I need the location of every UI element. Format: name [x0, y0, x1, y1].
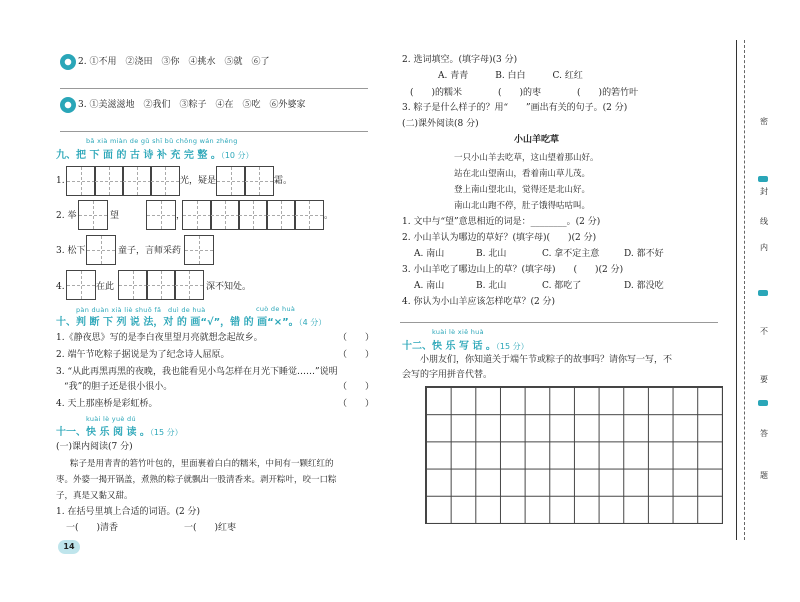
reading-q1: 1. 在括号里填上合适的词语。(2 分) — [56, 507, 201, 517]
outside-q3: 3. 小山羊吃了哪边山上的草？(填字母) ( )(2 分) — [402, 265, 624, 275]
poem-line-2: 站在北山望南山，看着南山草儿茂。 — [454, 169, 591, 179]
outside-q4: 4. 你认为小山羊应该怎样吃草？(2 分) — [402, 297, 556, 307]
poem-4-end: 深不知处。 — [206, 282, 252, 292]
poem-1-number: 1. — [56, 176, 65, 186]
poem-line-4: 南山北山跑不停，肚子饿得咕咕叫。 — [454, 201, 591, 211]
sub-section-1: (一)课内阅读(7 分) — [56, 442, 133, 452]
answer-paren[interactable]: （ ） — [338, 350, 375, 360]
poem-2-start: 2. 举 — [56, 211, 77, 221]
judge-item-4: 4. 天上那座桥是彩虹桥。 — [56, 399, 158, 409]
poem-line-3: 登上南山望北山，觉得还是北山好。 — [454, 185, 591, 195]
choice-fill[interactable]: ( )的糯米 ( )的枣 ( )的箬竹叶 — [410, 88, 639, 98]
reorder-q3: 3. ①美滋滋地 ②我们 ③粽子 ④在 ⑤吃 ⑥外婆家 — [78, 100, 306, 110]
q2-option-d[interactable]: D. 都不好 — [624, 249, 664, 259]
seal-char: 内 — [760, 243, 768, 252]
writing-prompt-1: 小朋友们，你知道关于端午节或粽子的故事吗？请你写一写，不 — [420, 355, 673, 365]
poem-1-end: 霜。 — [274, 176, 293, 186]
answer-line — [60, 131, 368, 132]
q2-option-b[interactable]: B. 北山 — [476, 249, 507, 259]
judge-item-1: 1.《静夜思》写的是李白夜里望月亮就想念起故乡。 — [56, 333, 263, 343]
poem-4-mid: 在此 — [96, 282, 115, 292]
sec11-pinyin: kuài lè yuè dú — [86, 415, 136, 423]
answer-paren[interactable]: （ ） — [338, 333, 375, 343]
sec10-pinyin: pàn duàn xià liè shuō fǎ duì de huà — [76, 306, 206, 314]
q2-option-a[interactable]: A. 南山 — [414, 249, 445, 259]
answer-line — [400, 322, 718, 323]
outside-q2: 2. 小山羊认为哪边的草好？(填字母)( )(2 分) — [402, 233, 597, 243]
choice-q2: 2. 选词填空。(填字母)(3 分) — [402, 55, 518, 65]
judge-item-2: 2. 端午节吃粽子据说是为了纪念诗人屈原。 — [56, 350, 230, 360]
seal-char: 题 — [760, 471, 768, 480]
poem-2-end: 。 — [324, 211, 334, 221]
sub-section-2: (二)课外阅读(8 分) — [402, 119, 479, 129]
answer-paren[interactable]: （ ） — [338, 382, 375, 392]
poem-3-box-a — [86, 235, 116, 265]
answer-line — [60, 88, 368, 89]
seal-char: 要 — [760, 375, 768, 384]
seal-dot — [758, 176, 768, 182]
poem-2-mid: 望 — [110, 211, 120, 221]
seal-dot — [758, 290, 768, 296]
poem-2-comma: ， — [176, 211, 186, 221]
seal-line — [736, 40, 738, 540]
poem-1-mid: 光，疑是 — [180, 176, 217, 186]
sec10-pinyin-2: cuò de huà — [256, 305, 296, 313]
seal-dot — [758, 400, 768, 406]
q2-option-c[interactable]: C. 拿不定主意 — [542, 249, 600, 259]
q3-option-d[interactable]: D. 都没吃 — [624, 281, 664, 291]
reading-q3: 3. 粽子是什么样子的？用“ ”画出有关的句子。(2 分) — [402, 103, 628, 113]
seal-char: 线 — [760, 217, 768, 226]
seal-char: 密 — [760, 117, 768, 126]
page-number: 14 — [58, 540, 80, 554]
poem-2-box — [78, 200, 108, 230]
word-fill-2[interactable]: 一( )红枣 — [184, 523, 237, 533]
sec9-pinyin: bǎ xià miàn de gǔ shī bǔ chōng wán zhěng — [86, 137, 238, 145]
q3-option-b[interactable]: B. 北山 — [476, 281, 507, 291]
sec12-title: 十二、快 乐 写 话 。（15 分） — [402, 341, 529, 352]
reading-para-2: 枣。外婆一揭开锅盖，煮熟的粽子就飘出一股清香来。剥开粽叶，咬一口粽 — [56, 475, 337, 485]
poem-line-1: 一只小山羊去吃草，这山望着那山好。 — [454, 153, 599, 163]
reading-para-1: 粽子是用青青的箬竹叶包的，里面裹着白白的糯米，中间有一颗红红的 — [70, 459, 334, 469]
choice-options: A. 青青 B. 白白 C. 红红 — [438, 71, 583, 81]
writing-grid[interactable] — [425, 386, 723, 524]
seal-char: 不 — [760, 327, 768, 336]
seal-char: 封 — [760, 187, 768, 196]
flower-icon — [60, 97, 76, 113]
sec10-title: 十、判 断 下 列 说 法，对 的 画“√”，错 的 画“×”。（4 分） — [56, 317, 327, 328]
sec11-title: 十一、快 乐 阅 读 。（15 分） — [56, 427, 183, 438]
sec12-pinyin: kuài lè xiě huà — [432, 328, 484, 336]
judge-item-3-cont: “我”的胆子还是很小很小。 — [64, 382, 173, 392]
q3-option-c[interactable]: C. 都吃了 — [542, 281, 582, 291]
outside-q1: 1. 文中与“望”意思相近的词是：________。(2 分) — [402, 217, 601, 227]
poem-3-start: 3. 松下 — [56, 246, 86, 256]
seal-char: 答 — [760, 429, 768, 438]
reorder-q2: 2. ①不用 ②浇田 ③你 ④挑水 ⑤就 ⑥了 — [78, 57, 270, 67]
word-fill-1[interactable]: 一( )清香 — [66, 523, 119, 533]
writing-prompt-2: 会写的字用拼音代替。 — [402, 370, 493, 380]
seal-dashed-line — [744, 40, 746, 540]
judge-item-3: 3. “从此再黑再黑的夜晚，我也能看见小鸟怎样在月光下睡觉……”说明 — [56, 367, 338, 377]
poem-title: 小山羊吃草 — [514, 135, 560, 145]
sec9-title: 九、把 下 面 的 古 诗 补 充 完 整 。（10 分） — [56, 150, 254, 161]
answer-paren[interactable]: （ ） — [338, 399, 375, 409]
poem-4-number: 4. — [56, 282, 65, 292]
q3-option-a[interactable]: A. 南山 — [414, 281, 445, 291]
poem-3-mid: 童子，言师采药 — [118, 246, 182, 256]
reading-para-3: 子，真是又黏又甜。 — [56, 491, 133, 501]
flower-icon — [60, 54, 76, 70]
